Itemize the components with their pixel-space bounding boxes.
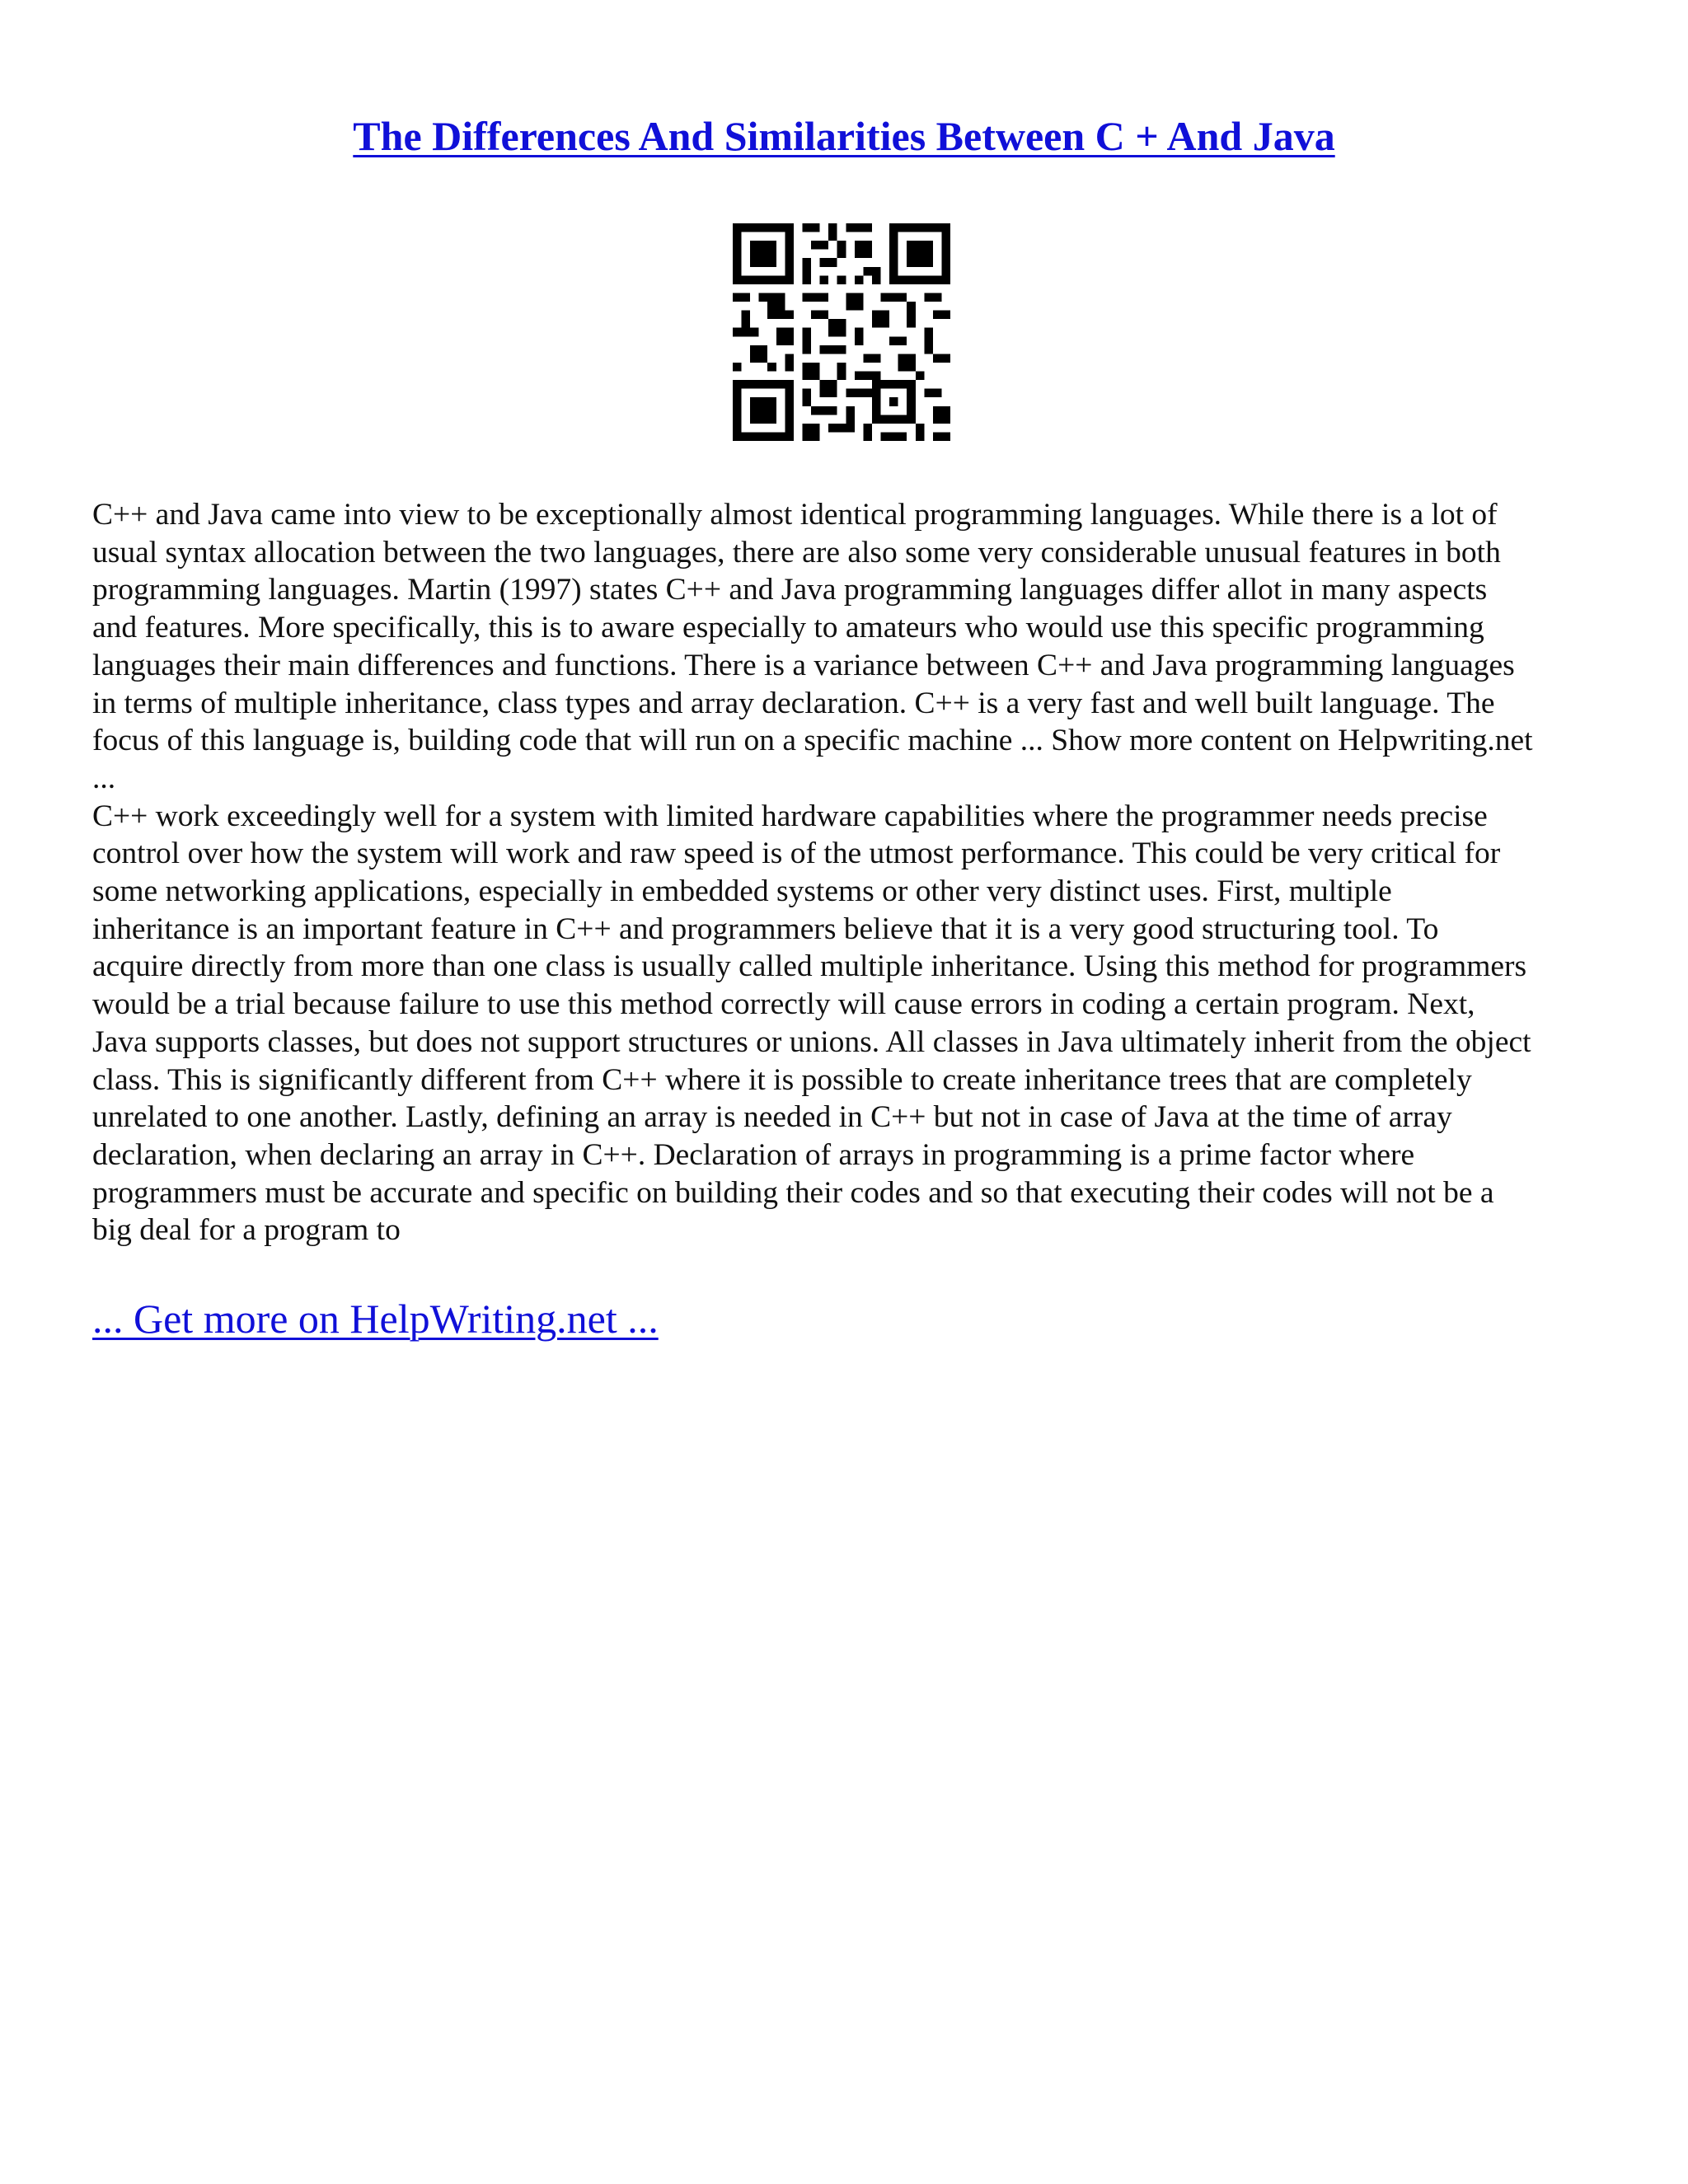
paragraph-1: C++ and Java came into view to be exceptionally almost identical programming languages. While there is a lot of usual syntax allocation between the two languages, there are also some very considerable unusual features in both programming languages. Martin (1997) states C++ and Java programming languages differ allot in many aspects and features. More specifically, this is to aware especially to amateurs who would use this specific programming languages their main differences and functions. There is a variance between C++ and Java programming languages in terms of multiple inheritance, class types and array declaration. C++ is a very fast and well built language. The focus of this language is, building code that will run on a specific machine ... Show more content on Helpwriting.net ... [92, 498, 1533, 795]
title-link[interactable]: The Differences And Similarities Between C + And Java [353, 113, 1335, 159]
paragraph-2: C++ work exceedingly well for a system with limited hardware capabilities where the programmer needs precise control over how the system will work and raw speed is of the utmost performance. This could be very critical for some networking applications, especially in embedded systems or other very distinct uses. First, multiple inheritance is an important feature in C++ and programmers believe that it is a very good structuring tool. To acquire directly from more than one class is usually called multiple inheritance. Using this method for programmers would be a trial because failure to use this method correctly will cause errors in coding a certain program. Next, Java supports classes, but does not support structures or unions. All classes in Java ultimately inherit from the object class. This is significantly different from C++ where it is possible to create inheritance trees that are completely unrelated to one another. Lastly, defining an array is needed in C++ but not in case of Java at the time of array declaration, when declaring an array in C++. Declaration of arrays in programming is a prime factor where programmers must be accurate and specific on building their codes and so that executing their codes will not be a big deal for a program to [92, 799, 1531, 1248]
page-title [0, 105, 1688, 166]
article-body [92, 496, 1609, 1249]
qr-code-graphic [733, 223, 950, 441]
qr-code-icon [733, 223, 950, 441]
get-more-link[interactable]: ... Get more on HelpWriting.net ... [92, 1296, 659, 1342]
